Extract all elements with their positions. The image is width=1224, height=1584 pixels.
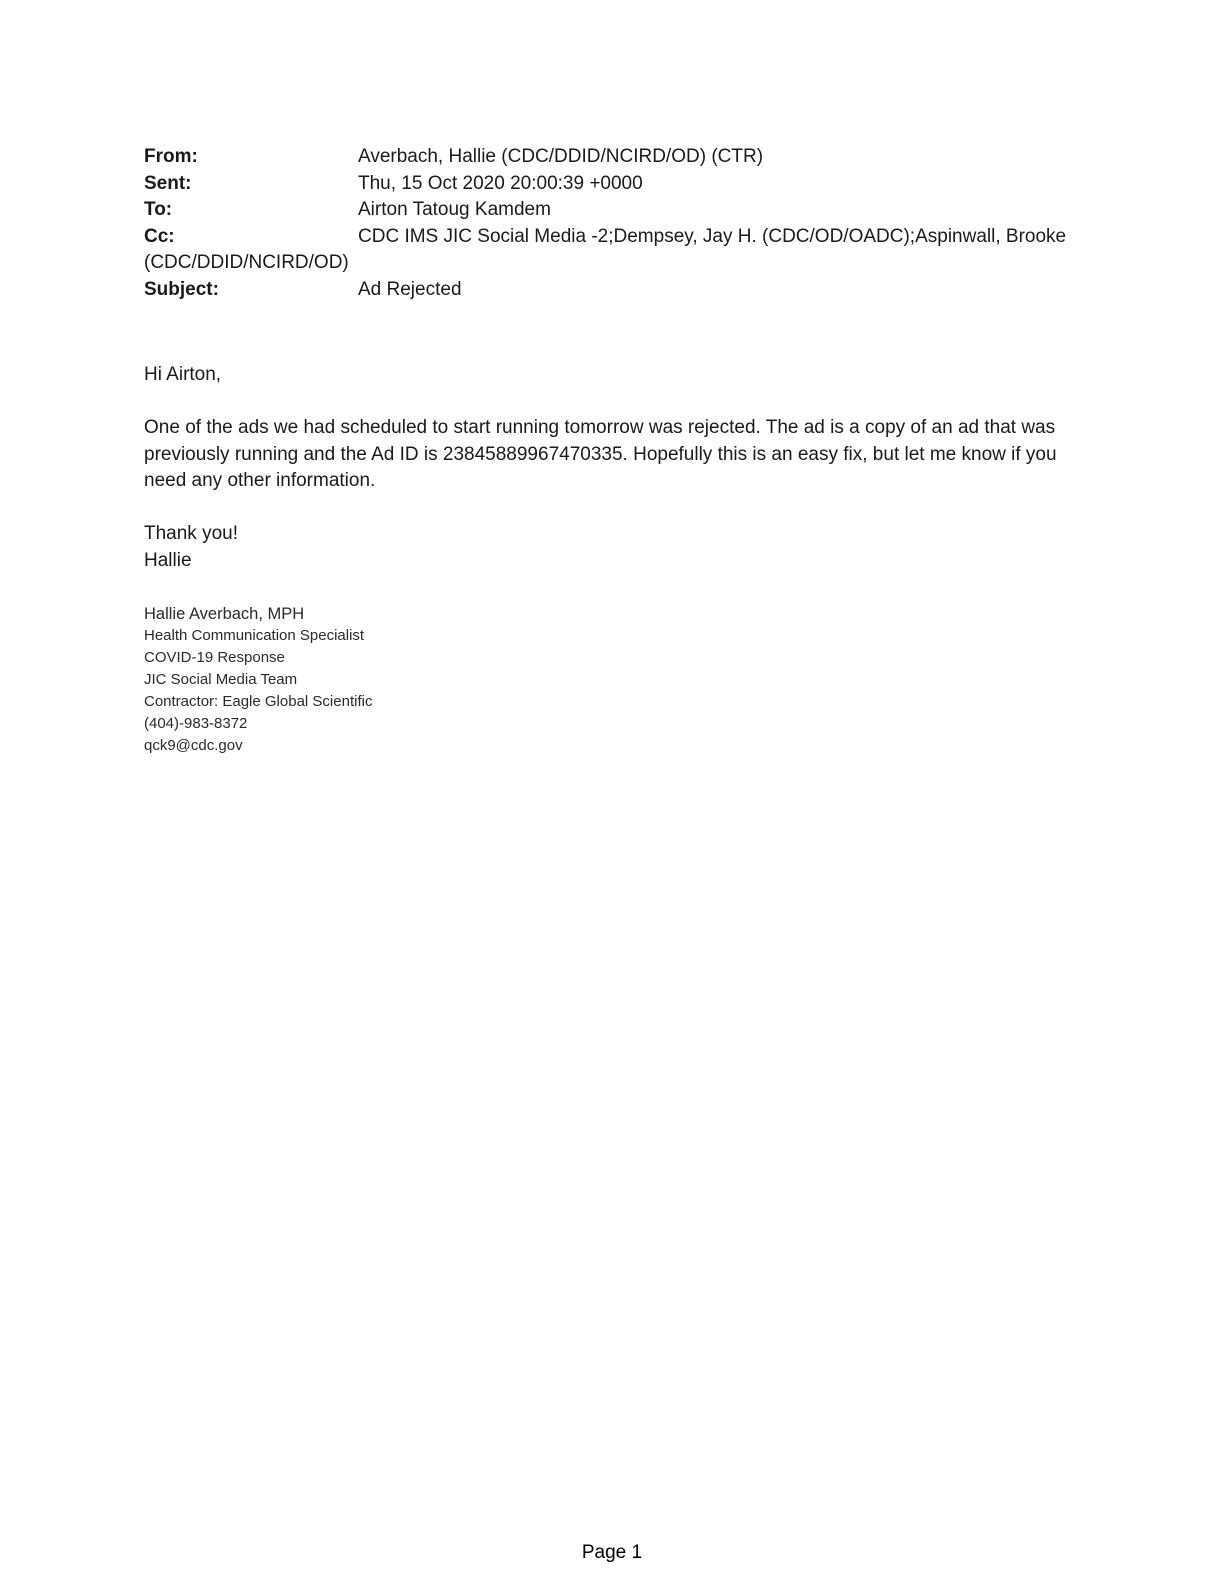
body-paragraph: One of the ads we had scheduled to start running tomorrow was rejected. The ad is a copy of an ad that was previously running and the Ad ID is 23845889967470335. Hopefully this is an easy fix, but let me know if you need any other information. [144,417,1057,491]
closing: Thank you! [144,523,238,544]
from-row [144,144,1084,171]
email-body [144,362,1074,574]
signature-team-social: JIC Social Media Team [144,671,298,688]
sent-row [144,171,1084,198]
subject-value: Ad Rejected [358,278,462,300]
cc-label: Cc: [144,225,175,247]
to-value: Airton Tatoug Kamdem [358,199,551,220]
email-header [144,144,1084,303]
cc-row [144,224,1084,277]
signature-email: qck9@cdc.gov [144,737,243,754]
subject-label: Subject: [144,278,219,300]
page-number: Page 1 [581,1542,643,1563]
signature-title: Health Communication Specialist [144,627,365,644]
to-label: To: [144,199,173,220]
from-value: Averbach, Hallie (CDC/DDID/NCIRD/OD) (CTR) [358,146,764,167]
from-label: From: [144,146,198,167]
sent-label: Sent: [144,172,192,194]
sent-value: Thu, 15 Oct 2020 20:00:39 +0000 [358,172,643,194]
to-row [144,197,1084,224]
greeting: Hi Airton, [144,364,222,385]
signature-team-response: COVID-19 Response [144,649,285,666]
signature-phone: (404)-983-8372 [144,715,248,732]
sender-first-name: Hallie [144,549,192,571]
signature-contractor: Contractor: Eagle Global Scientific [144,693,373,710]
cc-value: CDC IMS JIC Social Media -2;Dempsey, Jay H. (CDC/OD/OADC);Aspinwall, Brooke (CDC/DDID/NCIRD/OD) [144,225,1067,273]
subject-row [144,277,1084,304]
signature-name: Hallie Averbach, MPH [144,605,305,623]
email-signature [144,603,372,757]
